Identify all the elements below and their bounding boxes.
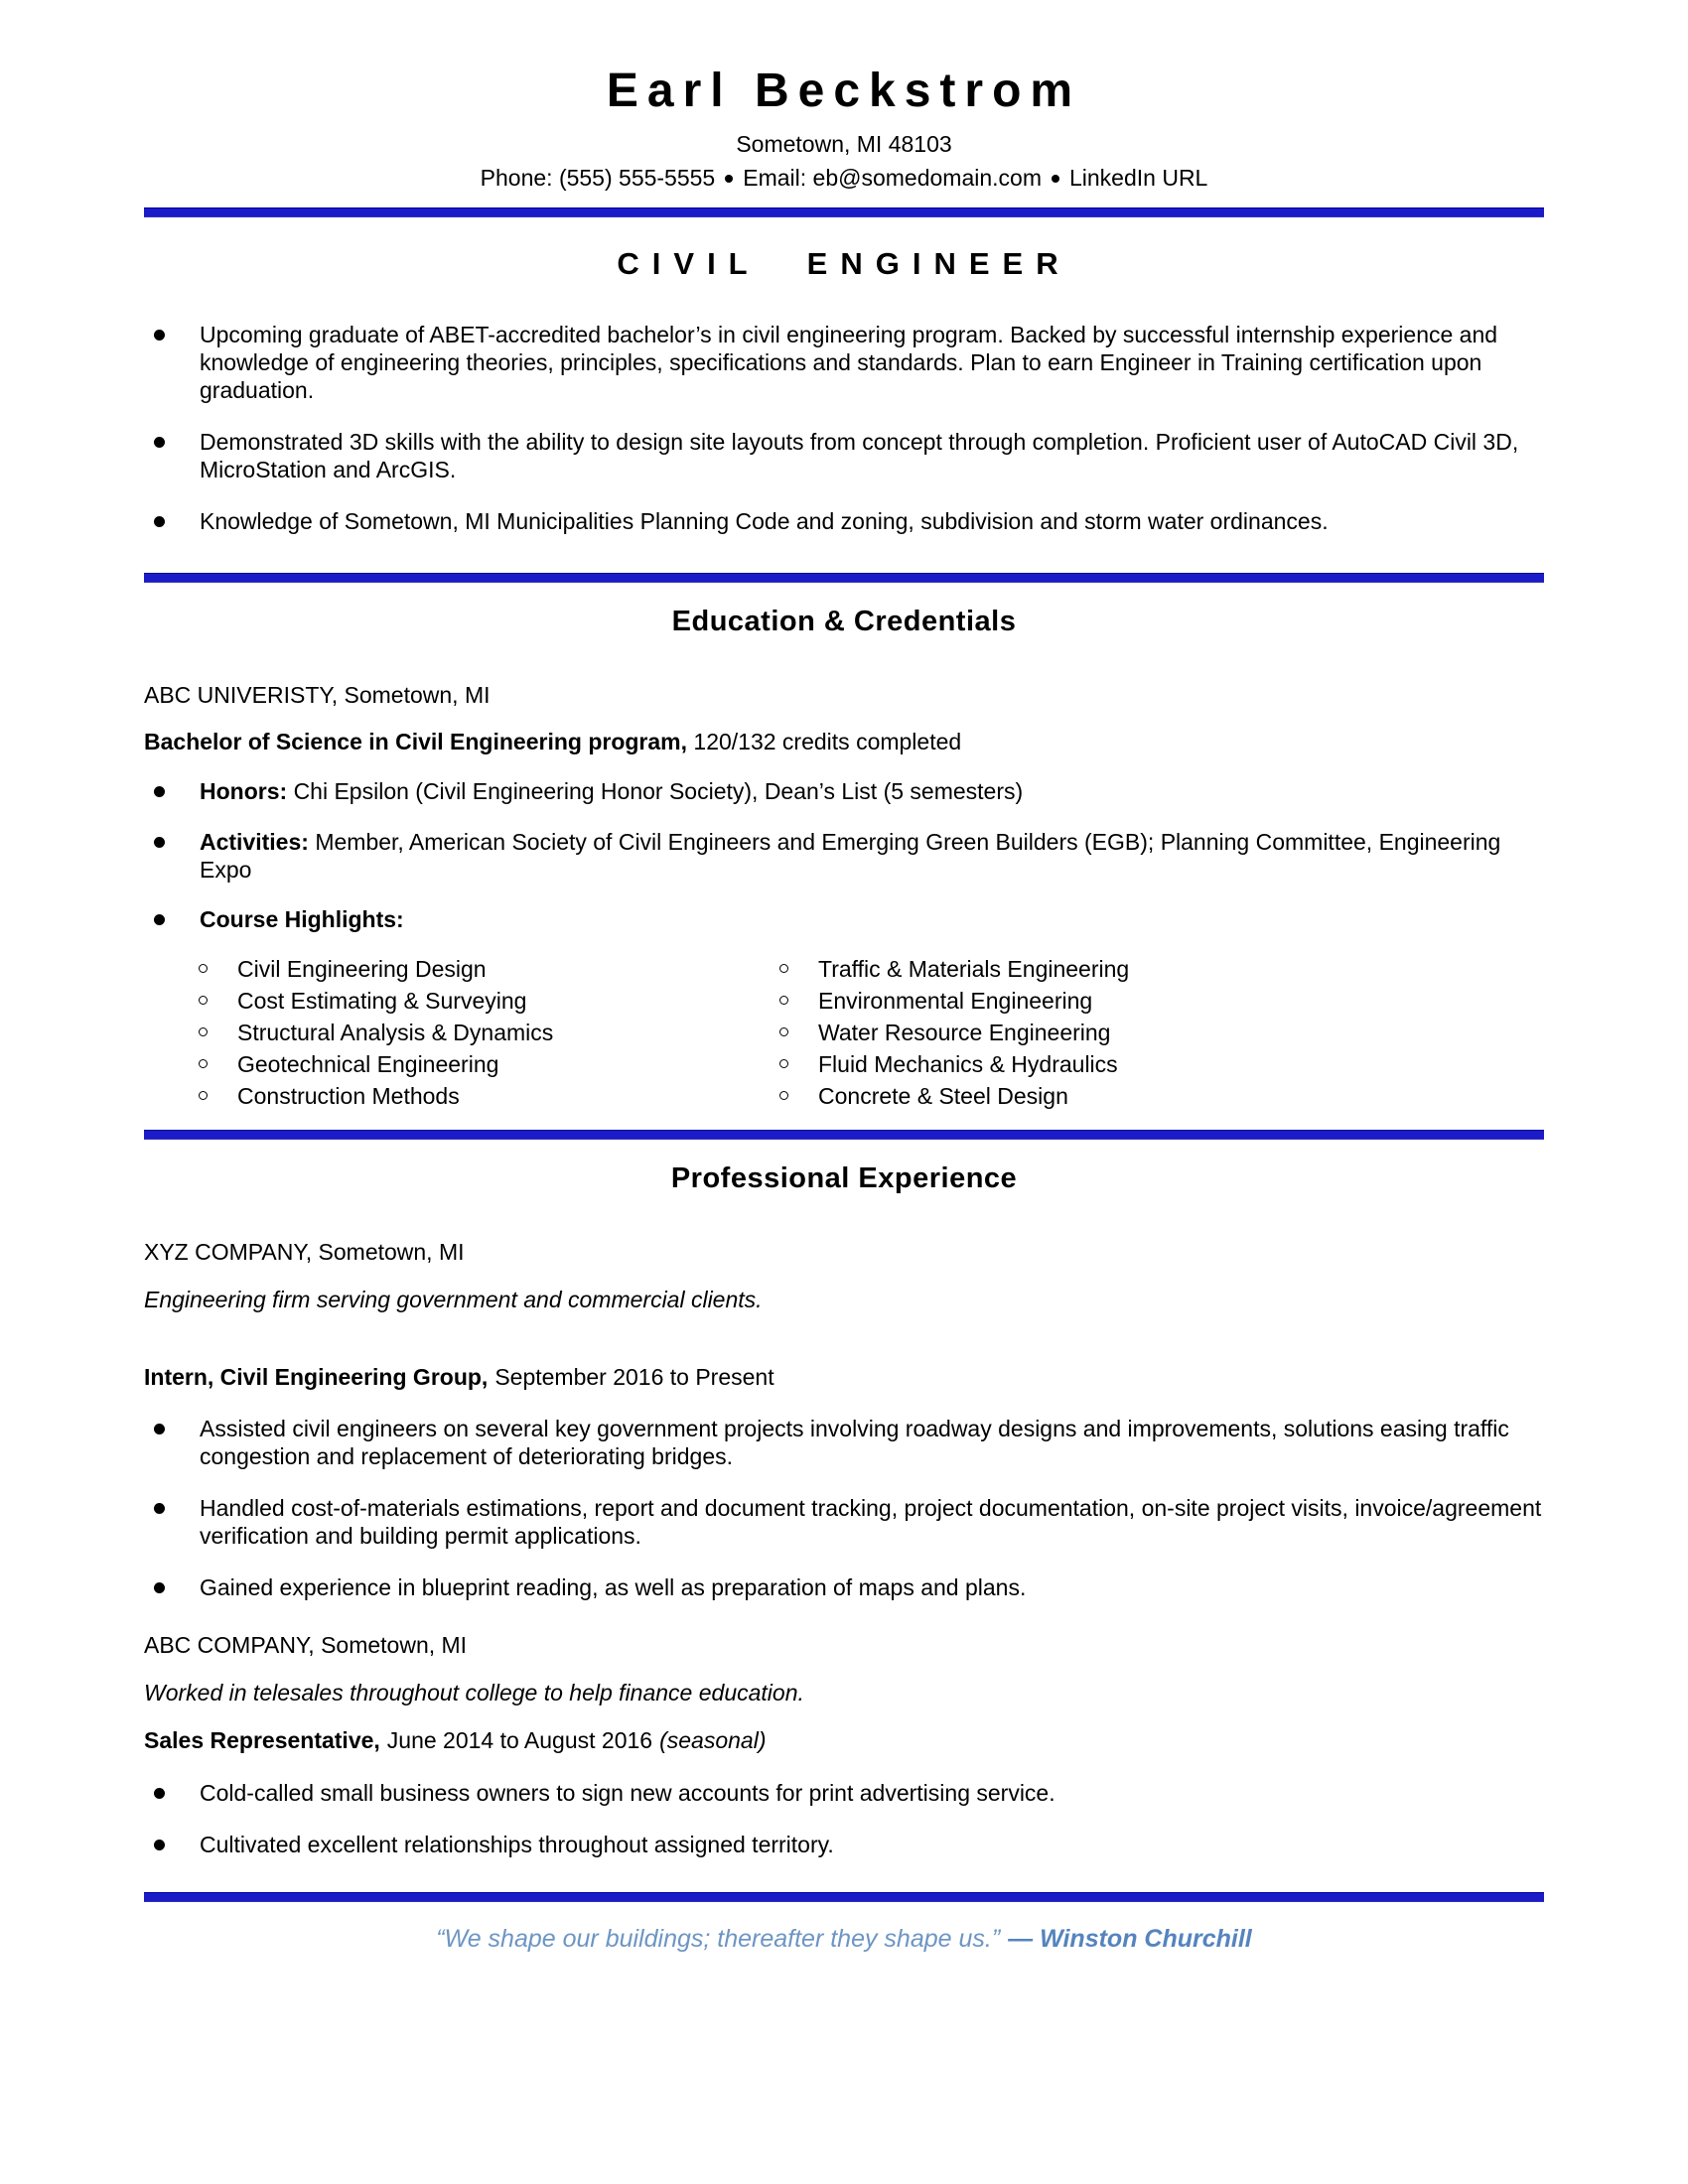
bullet-icon	[154, 914, 165, 925]
course-item	[779, 953, 1129, 985]
honors-label: Honors:	[200, 778, 288, 805]
company-line: XYZ COMPANY, Sometown, MI	[144, 1239, 465, 1266]
section-divider	[144, 1130, 1544, 1140]
job-title: Sales Representative,	[144, 1727, 380, 1754]
course-text: Civil Engineering Design	[237, 955, 487, 982]
linkedin-text: LinkedIn URL	[1068, 164, 1208, 191]
job-bullet-text: Cultivated excellent relationships throughout assigned territory.	[200, 1831, 834, 1857]
resume-header	[144, 0, 1544, 192]
bullet-icon	[154, 437, 165, 448]
circle-bullet-icon	[779, 964, 788, 973]
summary-bullet	[144, 507, 1544, 535]
job-bullet-text: Gained experience in blueprint reading, as well as preparation of maps and plans.	[200, 1574, 1027, 1601]
job-bullet	[144, 1415, 1544, 1470]
course-item	[779, 1017, 1129, 1048]
course-item	[779, 985, 1129, 1017]
quote-divider	[144, 1892, 1544, 1902]
quote-text: “We shape our buildings; thereafter they shape us.”	[436, 1924, 1001, 1953]
job-dates-note: (seasonal)	[659, 1727, 767, 1754]
bullet-icon	[154, 786, 165, 797]
job-bullet	[144, 1494, 1544, 1550]
course-text: Geotechnical Engineering	[237, 1050, 499, 1077]
summary-bullet-text: Demonstrated 3D skills with the ability to design site layouts from concept through completion. Proficient user of AutoCAD Civil 3D, MicroStation and ArcGIS.	[200, 428, 1519, 482]
bullet-icon	[154, 1788, 165, 1799]
quote-attribution: — Winston Churchill	[1008, 1924, 1252, 1953]
phone-text: Phone: (555) 555-5555	[480, 164, 716, 191]
section-divider	[144, 207, 1544, 217]
activities-text: Member, American Society of Civil Engineers and Emerging Green Builders (EGB); Planning Committee, Engineering Expo	[200, 828, 1501, 883]
bullet-icon	[154, 1424, 165, 1434]
course-text: Water Resource Engineering	[818, 1019, 1111, 1045]
honors-bullet	[144, 777, 1544, 805]
course-highlights-bullet	[144, 905, 1544, 933]
degree-line	[144, 728, 1544, 755]
job-dates: September 2016 to Present	[494, 1364, 774, 1391]
course-list-right	[779, 953, 1129, 1112]
circle-bullet-icon	[199, 1091, 208, 1100]
bullet-icon	[154, 1582, 165, 1593]
circle-bullet-icon	[199, 1059, 208, 1068]
job-bullet-text: Cold-called small business owners to sign new accounts for print advertising service.	[200, 1779, 1055, 1806]
course-item	[199, 1017, 779, 1048]
course-item	[779, 1048, 1129, 1080]
honors-bullet-text	[200, 777, 1023, 805]
circle-bullet-icon	[199, 1027, 208, 1036]
contact-line	[144, 164, 1544, 192]
separator-dot-icon	[1052, 175, 1059, 183]
honors-text: Chi Epsilon (Civil Engineering Honor Society), Dean’s List (5 semesters)	[293, 778, 1024, 805]
course-item	[199, 953, 779, 985]
degree-name: Bachelor of Science in Civil Engineering program,	[144, 729, 688, 755]
course-item	[199, 1080, 779, 1112]
job-bullet-text: Assisted civil engineers on several key government projects involving roadway designs and improvements, solutions easing traffic congestion and replacement of deteriorating bridges.	[200, 1416, 1509, 1470]
course-item	[199, 1048, 779, 1080]
circle-bullet-icon	[779, 1091, 788, 1100]
job-bullet	[144, 1779, 1544, 1807]
bullet-icon	[154, 837, 165, 848]
education-section-heading: Education & Credentials	[671, 605, 1017, 637]
course-text: Construction Methods	[237, 1082, 460, 1109]
person-name: Earl Beckstrom	[606, 65, 1082, 117]
circle-bullet-icon	[779, 996, 788, 1005]
course-list-left	[199, 953, 779, 1112]
course-item	[779, 1080, 1129, 1112]
summary-bullet-text: Upcoming graduate of ABET-accredited bachelor’s in civil engineering program. Backed by successful internship experience and knowledge of engineering theories, principles, specifications and standards. Plan to earn Engineer in Training certification upon graduation.	[200, 321, 1498, 403]
job-dates: June 2014 to August 2016	[386, 1727, 653, 1754]
location-line: Sometown, MI 48103	[736, 130, 952, 157]
course-item	[199, 985, 779, 1017]
circle-bullet-icon	[779, 1027, 788, 1036]
course-text: Environmental Engineering	[818, 987, 1093, 1014]
circle-bullet-icon	[779, 1059, 788, 1068]
bullet-icon	[154, 1840, 165, 1850]
job-bullet-text: Handled cost-of-materials estimations, report and document tracking, project documentation, on-site project visits, invoice/agreement verification and building permit applications.	[200, 1495, 1542, 1550]
summary-bullet-text: Knowledge of Sometown, MI Municipalities Planning Code and zoning, subdivision and storm water ordinances.	[200, 507, 1329, 534]
summary-bullet	[144, 321, 1544, 404]
circle-bullet-icon	[199, 964, 208, 973]
job-bullet	[144, 1831, 1544, 1858]
company-description: Engineering firm serving government and commercial clients.	[144, 1287, 763, 1313]
circle-bullet-icon	[199, 996, 208, 1005]
degree-credits: 120/132 credits completed	[693, 729, 962, 755]
course-text: Fluid Mechanics & Hydraulics	[818, 1050, 1118, 1077]
experience-section-heading: Professional Experience	[670, 1161, 1018, 1194]
email-text: Email: eb@somedomain.com	[743, 164, 1042, 191]
bullet-icon	[154, 330, 165, 341]
quote-line	[144, 1924, 1544, 1955]
course-text: Cost Estimating & Surveying	[237, 987, 527, 1014]
company-description: Worked in telesales throughout college to help finance education.	[144, 1680, 804, 1706]
summary-bullet	[144, 428, 1544, 483]
activities-bullet-text	[200, 828, 1544, 884]
separator-dot-icon	[725, 175, 733, 183]
course-text: Traffic & Materials Engineering	[818, 955, 1130, 982]
job-bullet	[144, 1573, 1544, 1601]
job-entry	[144, 1631, 1544, 1857]
bullet-icon	[154, 1503, 165, 1514]
university-line: ABC UNIVERISTY, Sometown, MI	[144, 682, 491, 709]
section-divider	[144, 573, 1544, 583]
education-list	[144, 777, 1544, 932]
summary-list	[144, 321, 1544, 535]
bullet-icon	[154, 516, 165, 527]
job-title-line	[144, 1726, 1544, 1754]
course-text: Concrete & Steel Design	[818, 1082, 1068, 1109]
course-highlights-columns	[144, 953, 1544, 1112]
company-line: ABC COMPANY, Sometown, MI	[144, 1632, 468, 1659]
job-title: Intern, Civil Engineering Group,	[144, 1364, 489, 1391]
job-title-line	[144, 1363, 1544, 1391]
role-title: CIVIL ENGINEER	[617, 245, 1071, 281]
job-entry	[144, 1238, 1544, 1601]
activities-label: Activities:	[200, 828, 309, 855]
course-highlights-label: Course Highlights:	[200, 905, 404, 932]
job-bullet-list	[144, 1415, 1544, 1601]
activities-bullet	[144, 828, 1544, 884]
course-text: Structural Analysis & Dynamics	[237, 1019, 554, 1045]
job-bullet-list	[144, 1779, 1544, 1858]
